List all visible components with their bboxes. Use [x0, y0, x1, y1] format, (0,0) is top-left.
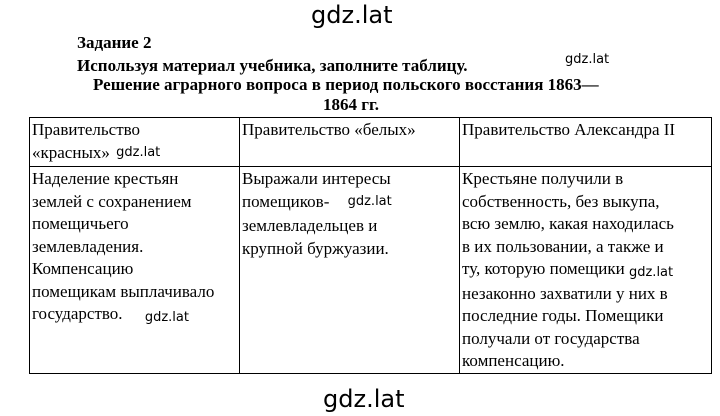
cell-line: Крестьяне получили в	[462, 169, 624, 188]
cell-line-with-watermark	[462, 258, 709, 283]
cell-line: незаконно захватили у них в	[462, 283, 668, 303]
cell-line: помещичьего	[32, 214, 129, 233]
column-header-line: Правительство «белых»	[242, 120, 416, 139]
watermark-small: gdz.lat	[347, 193, 392, 209]
column-header-alexander-ii-government	[460, 118, 712, 167]
table-cell-white	[240, 167, 460, 374]
watermark-top: gdz.lat	[311, 1, 393, 29]
cell-line: в их пользовании, а также и	[462, 236, 664, 256]
column-header-line: «красных»	[32, 142, 110, 162]
cell-line: землевладения.	[32, 236, 144, 256]
task-heading: Задание 2	[77, 33, 152, 52]
cell-line: Компенсацию	[32, 259, 134, 278]
column-header-line: Правительство Александра II	[462, 120, 676, 139]
table-row	[30, 167, 712, 374]
cell-line: землей с сохранением	[32, 191, 192, 211]
table-header-row	[30, 118, 712, 167]
table-title-line-2: 1864 гг.	[323, 95, 380, 114]
cell-line: всю землю, какая находилась	[462, 214, 674, 233]
cell-line: землевладельцев и	[242, 216, 378, 235]
cell-line: собственность, без выкупа,	[462, 191, 660, 211]
table-cell-red	[30, 167, 240, 374]
cell-line-with-watermark	[32, 303, 237, 328]
watermark-small: gdz.lat	[628, 265, 674, 280]
watermark-small: gdz.lat	[565, 52, 610, 67]
cell-line-with-watermark	[242, 191, 457, 216]
cell-line: помещикам выплачивало	[32, 281, 215, 301]
agrarian-question-table	[29, 117, 712, 374]
watermark-bottom: gdz.lat	[323, 385, 405, 413]
cell-line: государство.	[32, 304, 123, 323]
column-header-red-government	[30, 118, 240, 167]
watermark-small: gdz.lat	[116, 144, 161, 160]
task-instruction: Используя материал учебника, заполните таблицу.	[77, 56, 468, 75]
cell-line: Выражали интересы	[242, 169, 391, 188]
cell-line: получали от государства	[462, 328, 640, 348]
cell-line: крупной буржуазии.	[242, 238, 389, 258]
table-cell-alexander-ii	[460, 167, 712, 374]
cell-line: ту, которую помещики	[462, 259, 625, 278]
cell-line: Наделение крестьян	[32, 169, 179, 188]
cell-line: последние годы. Помещики	[462, 306, 664, 325]
watermark-small: gdz.lat	[144, 310, 189, 325]
column-header-line: Правительство	[32, 120, 141, 139]
cell-line: помещиков-	[242, 191, 330, 211]
table-title-line-1: Решение аграрного вопроса в период польского восстания 1863—	[93, 75, 599, 94]
cell-line: компенсацию.	[462, 351, 565, 370]
column-header-white-government	[240, 118, 460, 167]
